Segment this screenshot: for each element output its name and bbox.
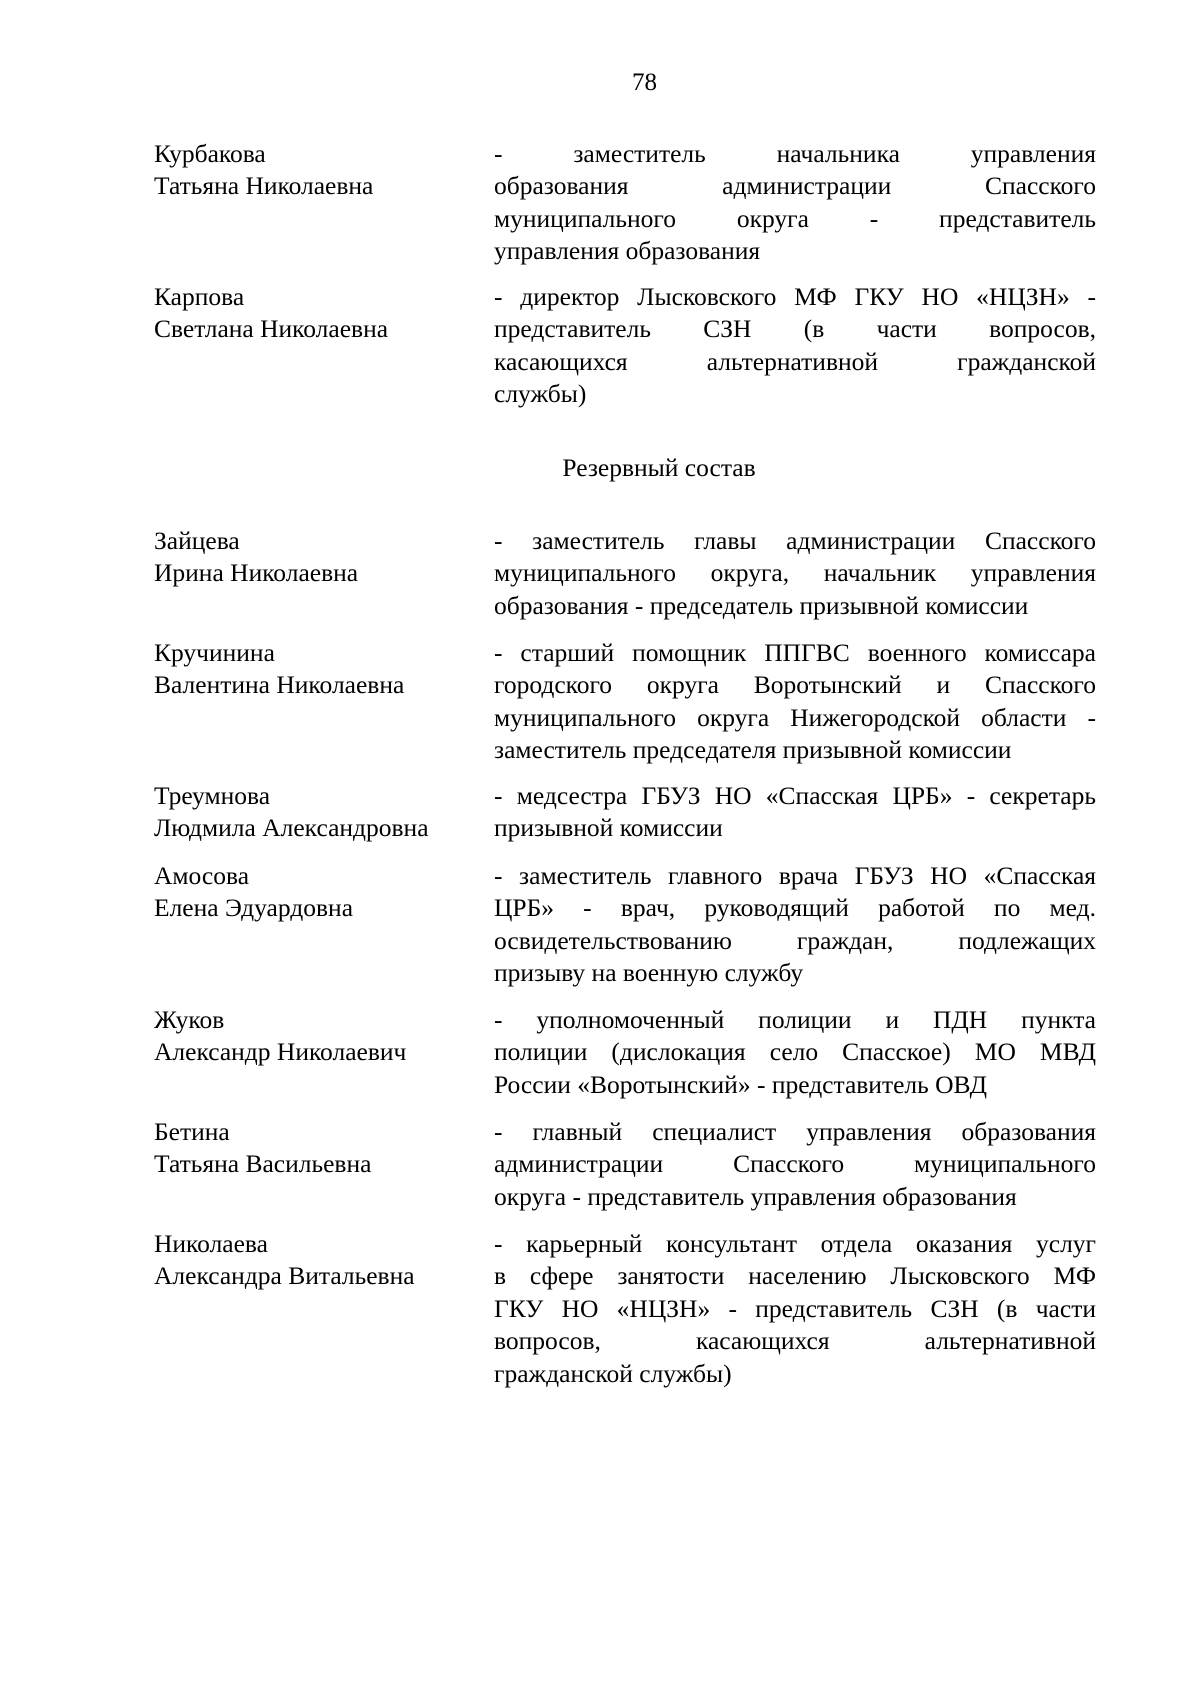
role-line: вопросов, касающихся альтернативной — [494, 1326, 1096, 1356]
member-surname: Жуков — [154, 1005, 225, 1034]
role-line: ГКУ НО «НЦЗН» - представитель СЗН (в части — [494, 1293, 1096, 1323]
role-line: муниципального округа Нижегородской области - — [494, 702, 1096, 732]
role-line: городского округа Воротынский и Спасского — [494, 670, 1096, 700]
role-line: образования - председатель призывной комиссии — [494, 590, 1029, 620]
role-line: - заместитель главы администрации Спасского — [494, 526, 1096, 555]
member-name — [154, 138, 474, 203]
member-given-names: Валентина Николаевна — [154, 670, 405, 700]
member-given-names: Александра Витальевна — [154, 1261, 415, 1291]
member-role — [494, 1228, 1096, 1390]
member-given-names: Александр Николаевич — [154, 1037, 407, 1067]
role-line: освидетельствованию граждан, подлежащих — [494, 925, 1096, 955]
member-name — [154, 780, 474, 845]
member-name — [154, 525, 474, 590]
member-given-names: Татьяна Васильевна — [154, 1149, 372, 1179]
member-name — [154, 1228, 474, 1293]
reserve-section-title: Резервный состав — [562, 453, 756, 482]
role-line: ЦРБ» - врач, руководящий работой по мед. — [494, 893, 1096, 923]
member-surname: Амосова — [154, 861, 250, 890]
member-name — [154, 1116, 474, 1181]
role-line: - уполномоченный полиции и ПДН пункта — [494, 1005, 1096, 1034]
role-line: призыву на военную службу — [494, 958, 804, 988]
role-line: - карьерный консультант отдела оказания услуг — [494, 1229, 1096, 1258]
member-role — [494, 860, 1096, 990]
member-role — [494, 138, 1096, 268]
member-role — [494, 1116, 1096, 1213]
member-surname: Бетина — [154, 1117, 230, 1146]
member-given-names: Елена Эдуардовна — [154, 893, 354, 923]
member-surname: Николаева — [154, 1229, 268, 1258]
member-surname: Треумнова — [154, 781, 271, 810]
role-line: муниципального округа - представитель — [494, 203, 1096, 233]
member-surname: Зайцева — [154, 526, 240, 555]
member-surname: Кручинина — [154, 638, 275, 667]
role-line: - заместитель главного врача ГБУЗ НО «Спасская — [494, 861, 1096, 890]
member-surname: Карпова — [154, 282, 245, 311]
member-role — [494, 281, 1096, 411]
role-line: - главный специалист управления образования — [494, 1117, 1096, 1146]
role-line: России «Воротынский» - представитель ОВД — [494, 1069, 987, 1099]
role-line: заместитель председателя призывной комиссии — [494, 735, 1012, 765]
member-given-names: Ирина Николаевна — [154, 558, 359, 588]
role-line: - директор Лысковского МФ ГКУ НО «НЦЗН» - — [494, 282, 1096, 311]
member-name — [154, 860, 474, 925]
role-line: касающихся альтернативной гражданской — [494, 346, 1096, 376]
member-surname: Курбакова — [154, 139, 266, 168]
member-role — [494, 1004, 1096, 1101]
role-line: управления образования — [494, 236, 761, 266]
role-line: полиции (дислокация село Спасское) МО МВД — [494, 1037, 1096, 1067]
member-given-names: Людмила Александровна — [154, 813, 429, 843]
member-given-names: Светлана Николаевна — [154, 314, 389, 344]
role-line: муниципального округа, начальник управления — [494, 558, 1096, 588]
member-role — [494, 525, 1096, 622]
member-name — [154, 281, 474, 346]
member-role — [494, 780, 1096, 845]
page-number: 78 — [632, 69, 657, 96]
role-line: - старший помощник ППГВС военного комиссара — [494, 638, 1096, 667]
role-line: - заместитель начальника управления — [494, 139, 1096, 168]
member-role — [494, 637, 1096, 767]
member-name — [154, 637, 474, 702]
role-line: образования администрации Спасского — [494, 171, 1096, 201]
member-given-names: Татьяна Николаевна — [154, 171, 374, 201]
role-line: службы) — [494, 379, 587, 409]
role-line: администрации Спасского муниципального — [494, 1149, 1096, 1179]
role-line: округа - представитель управления образования — [494, 1181, 1017, 1211]
member-name — [154, 1004, 474, 1069]
role-line: в сфере занятости населению Лысковского МФ — [494, 1261, 1096, 1291]
role-line: призывной комиссии — [494, 813, 723, 843]
role-line: гражданской службы) — [494, 1358, 732, 1388]
role-line: - медсестра ГБУЗ НО «Спасская ЦРБ» - секретарь — [494, 781, 1096, 810]
role-line: представитель СЗН (в части вопросов, — [494, 314, 1096, 344]
